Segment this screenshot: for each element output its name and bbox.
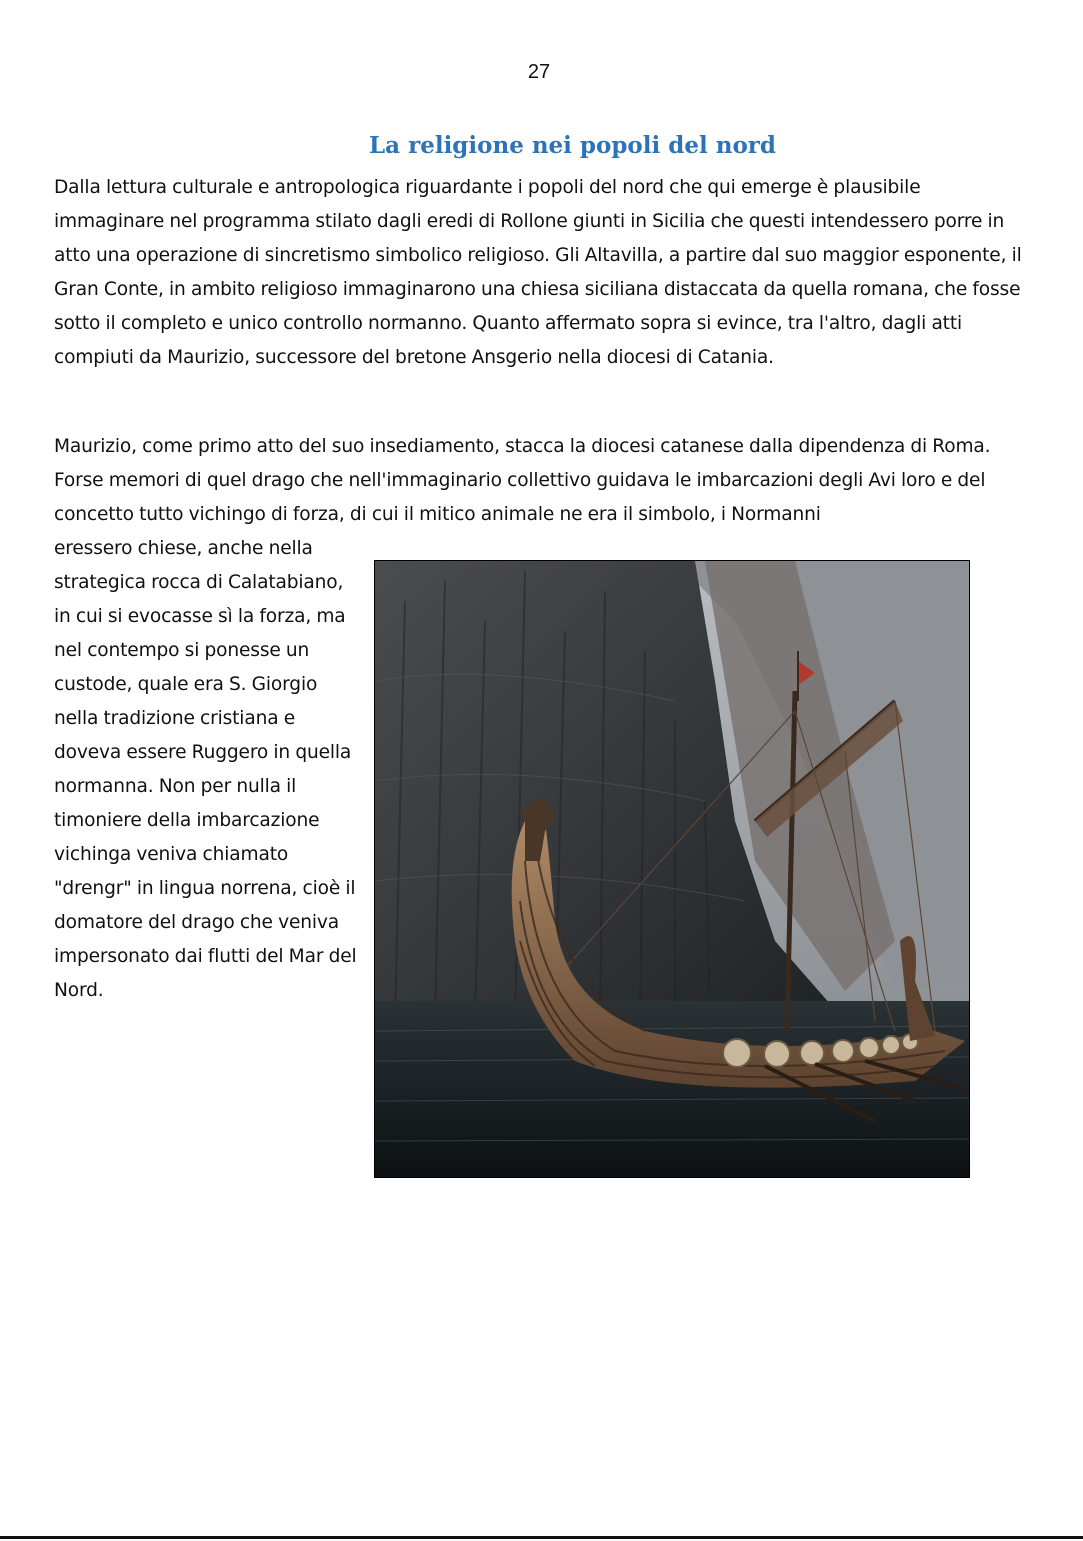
paragraph-wrapped: eressero chiese, anche nella strategica rocca di Calatabiano, in cui si evocasse sì la forza, ma nel contempo si ponesse un custode, quale era S. Giorgio nella tradizione cristiana e doveva essere Ruggero in quella normanna. Non per nulla il timoniere della imbarcazione vichinga veniva chiamato "drengr" in lingua norrena, cioè il domatore del drago che veniva impersonato dai flutti del Mar del Nord. [54, 538, 357, 1001]
page-number: 27 [527, 61, 551, 83]
paragraph-intro: Dalla lettura culturale e antropologica riguardante i popoli del nord che qui emerge è plausibile immaginare nel programma stilato dagli eredi di Rollone giunti in Sicilia che questi intendessero porre in atto una operazione di sincretismo simbolico religioso. Gli Altavilla, a partire dal suo maggior esponente, il Gran Conte, in ambito religioso immaginarono una chiesa siciliana distaccata da quella romana, che fosse sotto il completo e unico controllo normanno. Quanto affermato sopra si evince, tra l'altro, dagli atti compiuti da Maurizio, successore del bretone Ansgerio nella diocesi di Catania. [54, 177, 1022, 368]
page-bottom-rule [0, 1536, 1083, 1539]
viking-ship-image [374, 560, 970, 1178]
paragraph-maurizio: Maurizio, come primo atto del suo insediamento, stacca la diocesi catanese dalla dipendenza di Roma. Forse memori di quel drago che nell'immaginario collettivo guidava le imbarcazioni degli Avi loro e del concetto tutto vichingo di forza, di cui il mitico animale ne era il simbolo, i Normanni [54, 436, 991, 525]
page-title: La religione nei popoli del nord [369, 132, 776, 159]
